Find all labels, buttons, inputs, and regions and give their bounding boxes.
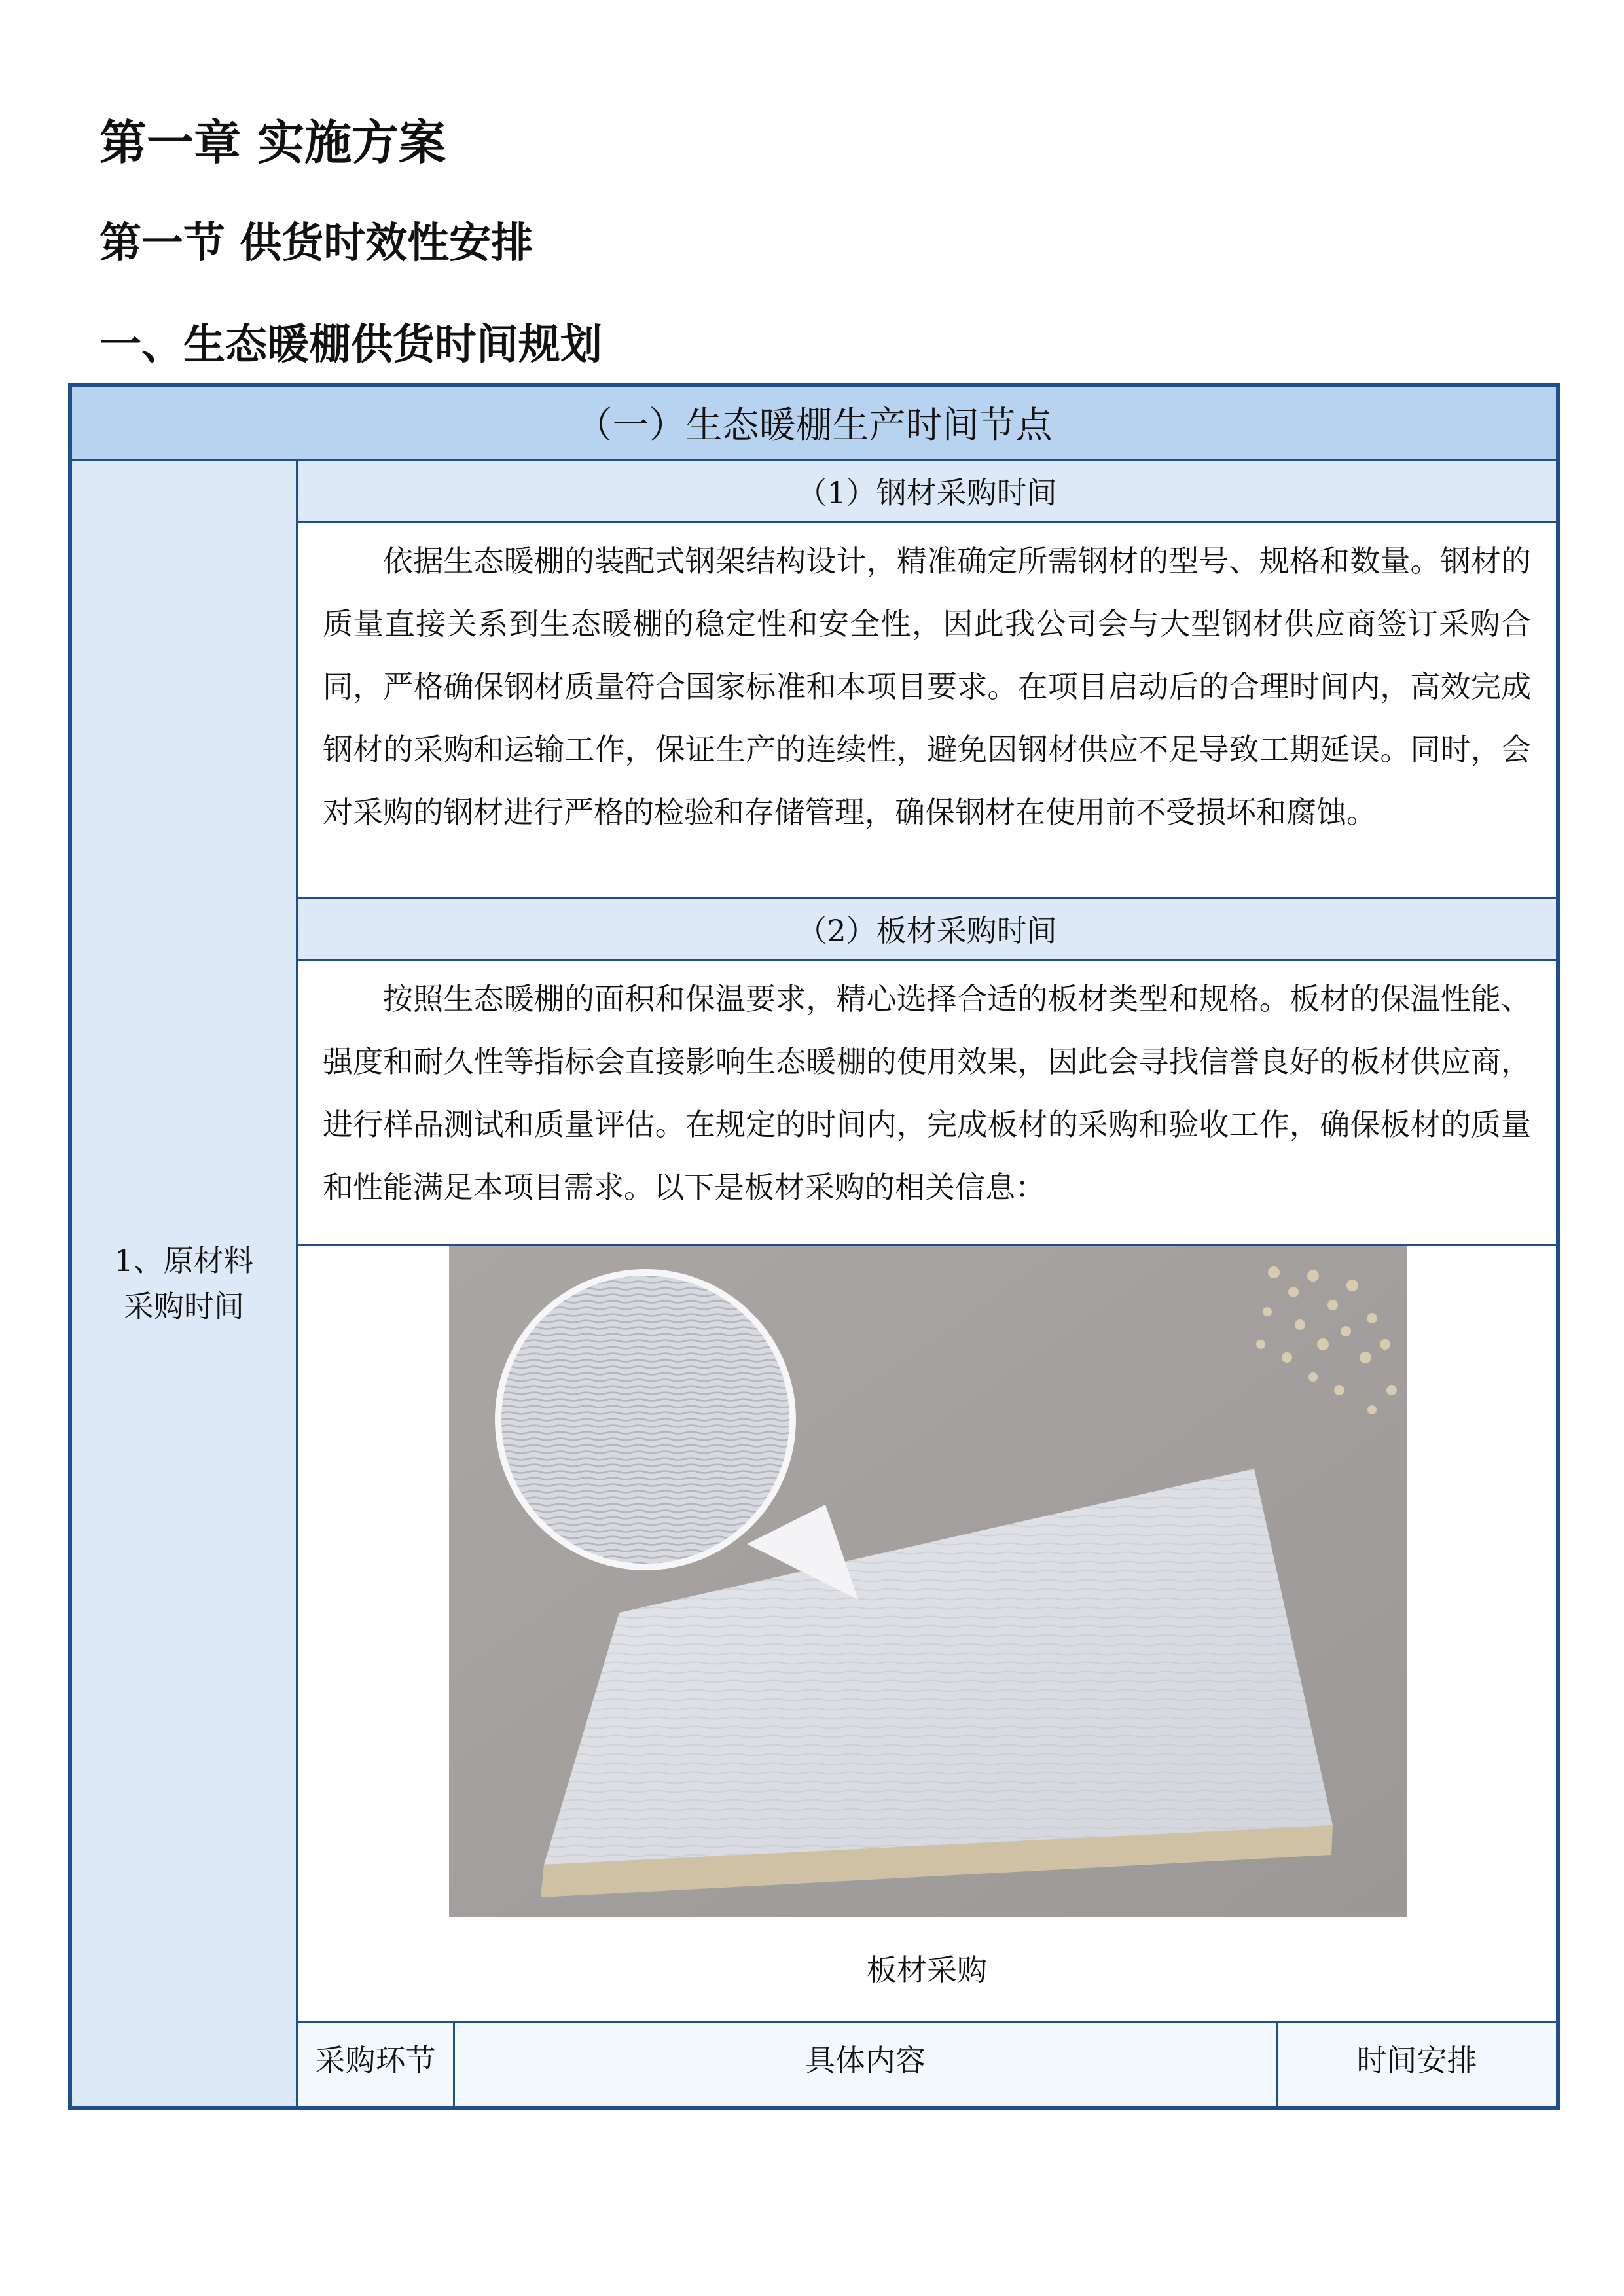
board-header: （2）板材采购时间 [298, 899, 1556, 961]
board-paragraph: 按照生态暖棚的面积和保温要求，精心选择合适的板材类型和规格。板材的保温性能、强度和耐久性等指标会直接影响生态暖棚的使用效果，因此会寻找信誉良好的板材供应商，进行样品测试和质量评估。在规定的时间内，完成板材的采购和验收工作，确保板材的质量和性能满足本项目需求。以下是板材采购的相关信息： [298, 961, 1556, 1246]
steel-header: （1）钢材采购时间 [298, 461, 1556, 523]
column-header-schedule: 时间安排 [1356, 2042, 1477, 2078]
chapter-heading: 第一章 实施方案 [99, 115, 446, 170]
section-heading: 第一节 供货时效性安排 [99, 219, 533, 268]
column-header-content: 具体内容 [455, 2023, 1278, 2106]
row-label-cell [72, 461, 298, 2106]
steel-paragraph: 依据生态暖棚的装配式钢架结构设计，精准确定所需钢材的型号、规格和数量。钢材的质量直接关系到生态暖棚的稳定性和安全性，因此我公司会与大型钢材供应商签订采购合同，严格确保钢材质量符合国家标准和本项目要求。在项目启动后的合理时间内，高效完成钢材的采购和运输工作，保证生产的连续性，避免因钢材供应不足导致工期延误。同时，会对采购的钢材进行严格的检验和存储管理，确保钢材在使用前不受损坏和腐蚀。 [298, 523, 1556, 899]
table-header-row [298, 2023, 1556, 2106]
schedule-table [68, 383, 1560, 2110]
column-header-stage: 采购环节 [298, 2023, 455, 2106]
table-title: （一）生态暖棚生产时间节点 [72, 387, 1556, 461]
board-photo [449, 1246, 1407, 1917]
row-label: 1、原材料采购时间 [114, 1243, 254, 1324]
board-image-cell [298, 1246, 1556, 2023]
subsection-heading: 一、生态暖棚供货时间规划 [99, 320, 602, 369]
image-caption: 板材采购 [867, 1952, 987, 1988]
